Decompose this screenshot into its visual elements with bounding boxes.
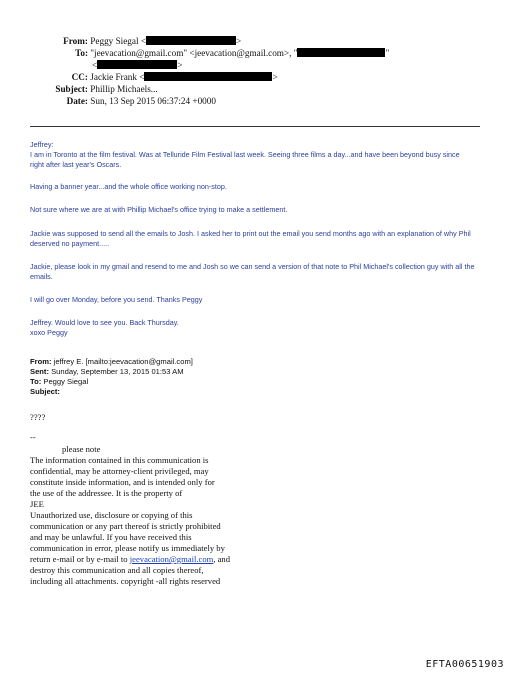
header-to-line2-close: > xyxy=(177,60,183,70)
header-subject-row xyxy=(30,83,158,95)
forward-subject-label: Subject: xyxy=(30,387,60,396)
disclaimer-line: JEE xyxy=(30,499,44,509)
disclaimer-line xyxy=(30,554,290,565)
disclaimer-line: communication or any part thereof is strictly prohibited xyxy=(30,521,221,531)
signature-dash: -- xyxy=(30,432,36,442)
forward-from-value: jeffrey E. [mailto:jeevacation@gmail.com] xyxy=(53,357,193,366)
disclaimer-line: Unauthorized use, disclosure or copying of this xyxy=(30,510,193,520)
forward-from-label: From: xyxy=(30,357,52,366)
document-id: EFTA00651903 xyxy=(425,659,504,670)
header-cc-close: > xyxy=(272,72,278,82)
header-date-label: Date: xyxy=(66,96,88,106)
forward-sent-value: Sunday, September 13, 2015 01:53 AM xyxy=(51,367,184,376)
forward-body: ???? xyxy=(30,412,46,422)
header-cc-row xyxy=(30,71,278,83)
redaction-bar xyxy=(97,60,177,69)
signature-note: please note xyxy=(62,444,101,454)
header-from-label: From: xyxy=(63,36,88,46)
disclaimer-line: including all attachments. copyright -all rights reserved xyxy=(30,576,221,586)
header-from-close: > xyxy=(236,36,242,46)
header-cc-label: CC: xyxy=(71,72,88,82)
forward-to-value: Peggy Siegal xyxy=(43,377,89,386)
header-date-row xyxy=(30,95,216,107)
disclaimer-line: The information contained in this communication is xyxy=(30,455,209,465)
forward-sent-label: Sent: xyxy=(30,367,49,376)
redaction-bar xyxy=(144,72,272,81)
message-signoff: xoxo Peggy xyxy=(30,328,68,337)
header-subject-value: Phillip Michaels... xyxy=(90,84,158,94)
header-from-value: Peggy Siegal < xyxy=(90,36,147,46)
message-paragraph: Having a banner year...and the whole office working non-stop. xyxy=(30,182,227,191)
header-divider xyxy=(30,126,480,127)
forward-subject-row xyxy=(30,387,60,397)
disclaimer-text: , and xyxy=(213,554,231,564)
header-to-value: "jeevacation@gmail.com" <jeevacation@gmail.com>, " xyxy=(90,48,298,58)
message-paragraph: Jackie, please look in my gmail and resend to me and Josh so we can send a version of that note to Phil Michael's collection guy with all the emails. xyxy=(30,262,475,281)
header-subject-label: Subject: xyxy=(55,84,88,94)
redaction-bar xyxy=(146,36,236,45)
message-paragraph: Not sure where we are at with Phillip Michael's office trying to make a settlement. xyxy=(30,205,288,214)
disclaimer-line: confidential, may be attorney-client privileged, may xyxy=(30,466,209,476)
disclaimer-line: communication in error, please notify us immediately by xyxy=(30,543,225,553)
message-greeting: Jeffrey: xyxy=(30,140,54,149)
message-paragraph: I am in Toronto at the film festival. Was at Telluride Film Festival last week. Seeing three films a day...and have been beyond busy since right after last year's Oscars. xyxy=(30,150,460,169)
header-to-label: To: xyxy=(75,48,88,58)
disclaimer-line: destroy this communication and all copies thereof, xyxy=(30,565,204,575)
forward-to-label: To: xyxy=(30,377,42,386)
forward-to-row xyxy=(30,377,88,387)
email-link[interactable]: jeevacation@gmail.com xyxy=(129,554,214,564)
message-paragraph: I will go over Monday, before you send. Thanks Peggy xyxy=(30,295,203,304)
disclaimer-line: and may be unlawful. If you have received this xyxy=(30,532,192,542)
redaction-bar xyxy=(297,48,385,57)
message-paragraph: Jackie was supposed to send all the emails to Josh. I asked her to print out the email you send months ago with an explanation of why Phil deserved no payment..... xyxy=(30,229,471,248)
forward-from-row xyxy=(30,357,193,367)
header-to-row xyxy=(30,47,389,59)
header-cc-value: Jackie Frank < xyxy=(90,72,145,82)
header-to-line2-open: < xyxy=(92,60,98,70)
disclaimer-text: return e-mail or by e-mail to xyxy=(30,554,130,564)
header-from-row xyxy=(30,35,241,47)
header-date-value: Sun, 13 Sep 2015 06:37:24 +0000 xyxy=(90,96,216,106)
message-paragraph: Jeffrey. Would love to see you. Back Thursday. xyxy=(30,318,179,327)
forward-sent-row xyxy=(30,367,184,377)
disclaimer-line: constitute inside information, and is intended only for xyxy=(30,477,215,487)
header-to-quote: " xyxy=(385,48,390,58)
disclaimer-line: the use of the addressee. It is the property of xyxy=(30,488,183,498)
header-to-row-2 xyxy=(92,59,182,71)
